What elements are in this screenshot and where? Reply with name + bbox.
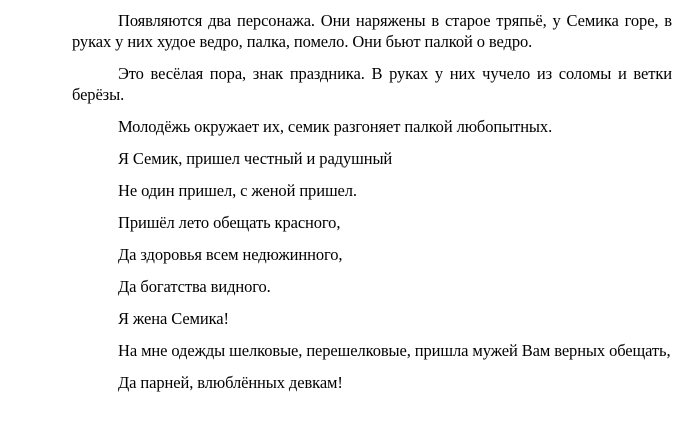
verse-line: Я жена Семика! [118,309,229,328]
verse-line: Да богатства видного. [118,277,271,296]
paragraph-crowd: Молодёжь окружает их, семик разгоняет палкой любопытных. [118,117,553,136]
document-page [72,10,672,404]
verse-line: Да парней, влюблённых девкам! [118,373,343,392]
paragraph-holiday: Это весёлая пора, знак праздника. В руках у них чучело из соломы и ветки берёзы. [72,64,672,104]
verse-line: Да здоровья всем недюжинного, [118,245,343,264]
verse-paragraph: На мне одежды шелковые, перешелковые, пришла мужей Вам верных обещать, [118,341,671,360]
verse-line: Не один пришел, с женой пришел. [118,181,357,200]
paragraph-intro: Появляются два персонажа. Они наряжены в старое тряпьё, у Семика горе, в руках у них худое ведро, палка, помело. Они бьют палкой о ведро. [72,11,672,51]
verse-line: Я Семик, пришел честный и радушный [118,149,393,168]
verse-line: Пришёл лето обещать красного, [118,213,341,232]
